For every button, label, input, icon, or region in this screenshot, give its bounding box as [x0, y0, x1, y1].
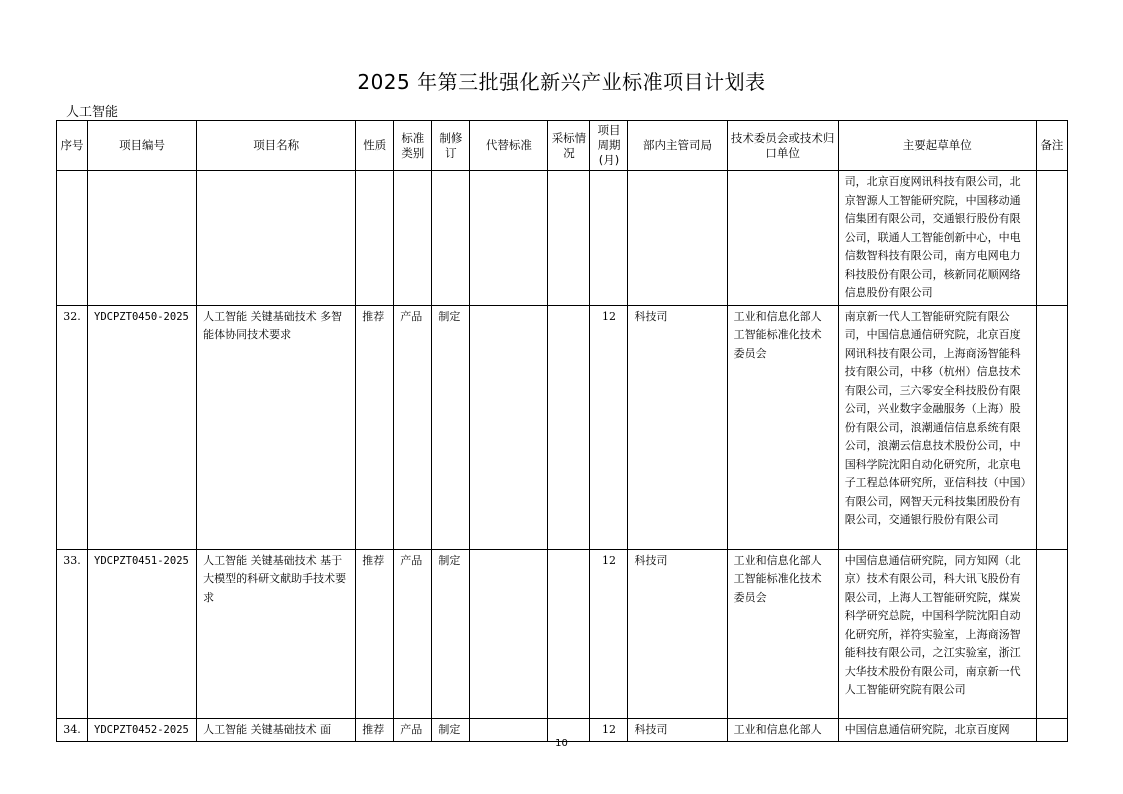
cell-std-type: 产品 [394, 305, 432, 549]
cell-dept: 科技司 [628, 718, 727, 742]
cell-nature: 推荐 [356, 549, 394, 718]
cell-replace [470, 305, 548, 549]
cell-committee: 工业和信息化部人工智能标准化技术委员会 [727, 305, 838, 549]
cell-dept: 科技司 [628, 549, 727, 718]
header-seq: 序号 [57, 121, 88, 171]
plan-table [56, 120, 1068, 742]
page-title: 2025 年第三批强化新兴产业标准项目计划表 [357, 70, 766, 94]
cell-adopt [548, 171, 590, 306]
cell-remark [1036, 549, 1067, 718]
table-header-row [57, 121, 1068, 171]
header-code: 项目编号 [88, 121, 197, 171]
cell-seq [57, 171, 88, 306]
cell-std-type: 产品 [394, 549, 432, 718]
cell-dept [628, 171, 727, 306]
cell-drafters: 南京新一代人工智能研究院有限公司，中国信息通信研究院，北京百度网讯科技有限公司，上海商汤智能科技有限公司，中移（杭州）信息技术有限公司，三六零安全科技股份有限公司，兴业数字金融服务（上海）股份有限公司，浪潮通信信息系统有限公司，浪潮云信息技术股份公司，中国科学院沈阳自动化研究所，北京电子工程总体研究所，亚信科技（中国）有限公司，网智天元科技集团股份有限公司，交通银行股份有限公司 [838, 305, 1036, 549]
header-adopt: 采标情况 [548, 121, 590, 171]
header-revise: 制修订 [432, 121, 470, 171]
cell-revise [432, 171, 470, 306]
cell-code [88, 171, 197, 306]
cell-drafters: 中国信息通信研究院，北京百度网 [838, 718, 1036, 742]
cell-std-type: 产品 [394, 718, 432, 742]
cell-drafters: 中国信息通信研究院，同方知网（北京）技术有限公司，科大讯飞股份有限公司，上海人工智能研究院，煤炭科学研究总院，中国科学院沈阳自动化研究所，祥符实验室，上海商汤智能科技有限公司，之江实验室，浙江大华技术股份有限公司，南京新一代人工智能研究院有限公司 [838, 549, 1036, 718]
cell-nature [356, 171, 394, 306]
cell-period: 12 [590, 718, 628, 742]
header-name: 项目名称 [197, 121, 356, 171]
section-label: 人工智能 [66, 105, 119, 120]
header-replace: 代替标准 [470, 121, 548, 171]
table-row [57, 305, 1068, 549]
cell-revise: 制定 [432, 305, 470, 549]
cell-committee: 工业和信息化部人 [727, 718, 838, 742]
header-drafters: 主要起草单位 [838, 121, 1036, 171]
header-committee: 技术委员会或技术归口单位 [727, 121, 838, 171]
cell-seq: 34. [57, 718, 88, 742]
cell-name [197, 171, 356, 306]
cell-period: 12 [590, 305, 628, 549]
header-period: 项目周期(月) [590, 121, 628, 171]
cell-adopt [548, 305, 590, 549]
cell-replace [470, 171, 548, 306]
cell-name: 人工智能 关键基础技术 多智能体协同技术要求 [197, 305, 356, 549]
header-std-type: 标准类别 [394, 121, 432, 171]
cell-period [590, 171, 628, 306]
cell-remark [1036, 171, 1067, 306]
page-number: 10 [555, 738, 568, 749]
header-remark: 备注 [1036, 121, 1067, 171]
cell-nature: 推荐 [356, 718, 394, 742]
cell-drafters: 司，北京百度网讯科技有限公司，北京智源人工智能研究院，中国移动通信集团有限公司，交通银行股份有限公司，联通人工智能创新中心，中电信数智科技有限公司，南方电网电力科技股份有限公司，核新同花顺网络信息股份有限公司 [838, 171, 1036, 306]
cell-committee: 工业和信息化部人工智能标准化技术委员会 [727, 549, 838, 718]
header-nature: 性质 [356, 121, 394, 171]
table-row [57, 549, 1068, 718]
cell-code: YDCPZT0450-2025 [88, 305, 197, 549]
table-row [57, 171, 1068, 306]
cell-committee [727, 171, 838, 306]
cell-std-type [394, 171, 432, 306]
cell-dept: 科技司 [628, 305, 727, 549]
cell-name: 人工智能 关键基础技术 面 [197, 718, 356, 742]
cell-remark [1036, 305, 1067, 549]
cell-revise: 制定 [432, 718, 470, 742]
cell-seq: 33. [57, 549, 88, 718]
cell-name: 人工智能 关键基础技术 基于大模型的科研文献助手技术要求 [197, 549, 356, 718]
header-dept: 部内主管司局 [628, 121, 727, 171]
cell-seq: 32. [57, 305, 88, 549]
cell-replace [470, 549, 548, 718]
cell-code: YDCPZT0452-2025 [88, 718, 197, 742]
cell-period: 12 [590, 549, 628, 718]
cell-adopt [548, 549, 590, 718]
cell-revise: 制定 [432, 549, 470, 718]
cell-nature: 推荐 [356, 305, 394, 549]
cell-code: YDCPZT0451-2025 [88, 549, 197, 718]
